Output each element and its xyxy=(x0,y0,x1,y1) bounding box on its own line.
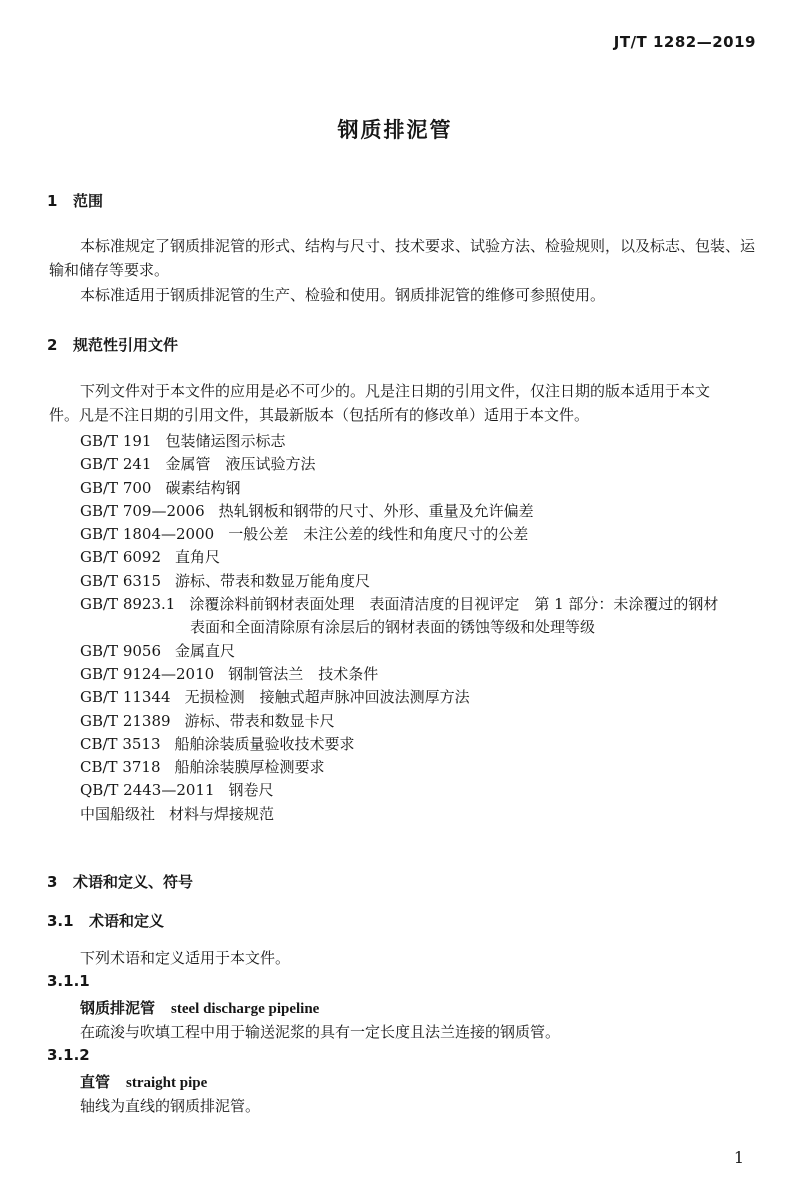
reference-code: GB/T 191 xyxy=(80,432,152,450)
reference-code: GB/T 241 xyxy=(80,455,152,474)
term-chinese: 钢质排泥管 xyxy=(80,999,156,1017)
section-title: 术语和定义、符号 xyxy=(73,873,194,891)
paragraph-line: 本标准规定了钢质排泥管的形式、结构与尺寸、技术要求、试验方法、检验规则，以及标志、包装、运 xyxy=(80,237,756,255)
term-entry xyxy=(80,997,319,1018)
term-definition: 在疏浚与吹填工程中用于输送泥浆的具有一定长度且法兰连接的钢质管。 xyxy=(80,1023,561,1041)
term-english: straight pipe xyxy=(126,1075,208,1091)
section-1-heading xyxy=(47,190,103,211)
reference-code: GB/T 6315 xyxy=(80,571,162,590)
subsection-title: 术语和定义 xyxy=(89,912,165,930)
paragraph-line: 件。凡是不注日期的引用文件，其最新版本（包括所有的修改单）适用于本文件。 xyxy=(49,406,590,424)
reference-title: 金属直尺 xyxy=(175,641,236,660)
reference-title: 游标、带表和数显万能角度尺 xyxy=(175,571,371,590)
reference-list xyxy=(80,430,718,826)
reference-title: 热轧钢板和钢带的尺寸、外形、重量及允许偏差 xyxy=(218,501,534,520)
reference-code: GB/T 1804—2000 xyxy=(80,525,215,544)
term-chinese: 直管 xyxy=(80,1073,111,1091)
term-number: 3.1.1 xyxy=(47,972,90,990)
reference-item xyxy=(80,523,718,546)
reference-item xyxy=(80,546,718,569)
reference-title-continuation: 表面和全面清除原有涂层后的钢材表面的锈蚀等级和处理等级 xyxy=(190,618,596,637)
reference-title: 船舶涂装膜厚检测要求 xyxy=(174,758,325,777)
reference-item xyxy=(80,756,718,779)
reference-item xyxy=(80,500,718,523)
reference-item-continuation xyxy=(80,616,718,639)
reference-item xyxy=(80,430,718,453)
paragraph-line: 下列文件对于本文件的应用是必不可少的。凡是注日期的引用文件，仅注日期的版本适用于本文 xyxy=(80,382,711,400)
term-number: 3.1.2 xyxy=(47,1046,90,1064)
reference-item xyxy=(80,663,718,686)
section-3-heading xyxy=(47,871,193,892)
reference-code: CB/T 3513 xyxy=(80,734,161,753)
reference-code: GB/T 11344 xyxy=(80,688,171,707)
reference-title: 直角尺 xyxy=(175,548,221,567)
section-title: 规范性引用文件 xyxy=(73,336,179,354)
reference-item xyxy=(80,570,718,593)
reference-title: 涂覆涂料前钢材表面处理 表面清洁度的目视评定 第 1 部分：未涂覆过的钢材 xyxy=(189,595,719,614)
reference-title: 金属管 液压试验方法 xyxy=(165,455,316,474)
reference-title: 包装储运图示标志 xyxy=(165,432,286,450)
reference-code: 中国船级社 xyxy=(80,804,156,823)
reference-code: GB/T 6092 xyxy=(80,548,162,567)
reference-item xyxy=(80,803,718,826)
reference-code: GB/T 9056 xyxy=(80,641,162,660)
reference-item xyxy=(80,779,718,802)
paragraph-line: 本标准适用于钢质排泥管的生产、检验和使用。钢质排泥管的维修可参照使用。 xyxy=(80,286,606,304)
reference-item xyxy=(80,686,718,709)
reference-code: GB/T 700 xyxy=(80,478,152,497)
reference-code: GB/T 8923.1 xyxy=(80,595,176,614)
reference-title: 游标、带表和数显卡尺 xyxy=(184,711,335,730)
document-title: 钢质排泥管 xyxy=(337,118,453,142)
paragraph-line: 输和储存等要求。 xyxy=(49,261,170,279)
page-number: 1 xyxy=(733,1148,744,1167)
term-english: steel discharge pipeline xyxy=(171,1001,320,1017)
reference-item xyxy=(80,477,718,500)
reference-title: 材料与焊接规范 xyxy=(169,804,275,823)
paragraph-line: 下列术语和定义适用于本文件。 xyxy=(80,949,291,967)
reference-title: 钢卷尺 xyxy=(228,781,274,800)
reference-code: GB/T 709—2006 xyxy=(80,501,205,520)
reference-item xyxy=(80,733,718,756)
reference-item xyxy=(80,453,718,476)
reference-title: 一般公差 未注公差的线性和角度尺寸的公差 xyxy=(228,525,529,544)
section-number: 3 xyxy=(47,873,58,891)
reference-title: 船舶涂装质量验收技术要求 xyxy=(174,734,355,753)
section-title: 范围 xyxy=(73,192,104,210)
term-definition: 轴线为直线的钢质排泥管。 xyxy=(80,1097,261,1115)
reference-code: CB/T 3718 xyxy=(80,758,161,777)
section-number: 1 xyxy=(47,192,58,210)
reference-item xyxy=(80,593,718,616)
reference-code: GB/T 21389 xyxy=(80,711,171,730)
standard-number: JT/T 1282—2019 xyxy=(613,33,756,51)
subsection-number: 3.1 xyxy=(47,912,74,930)
section-number: 2 xyxy=(47,336,58,354)
section-2-heading xyxy=(47,334,178,355)
reference-item xyxy=(80,640,718,663)
reference-code: GB/T 9124—2010 xyxy=(80,664,215,683)
reference-title: 碳素结构钢 xyxy=(165,478,241,497)
reference-title: 钢制管法兰 技术条件 xyxy=(228,664,379,683)
reference-item xyxy=(80,710,718,733)
term-entry xyxy=(80,1071,207,1092)
reference-code: QB/T 2443—2011 xyxy=(80,781,215,800)
reference-title: 无损检测 接触式超声脉冲回波法测厚方法 xyxy=(184,688,470,707)
subsection-3-1-heading xyxy=(47,910,164,931)
